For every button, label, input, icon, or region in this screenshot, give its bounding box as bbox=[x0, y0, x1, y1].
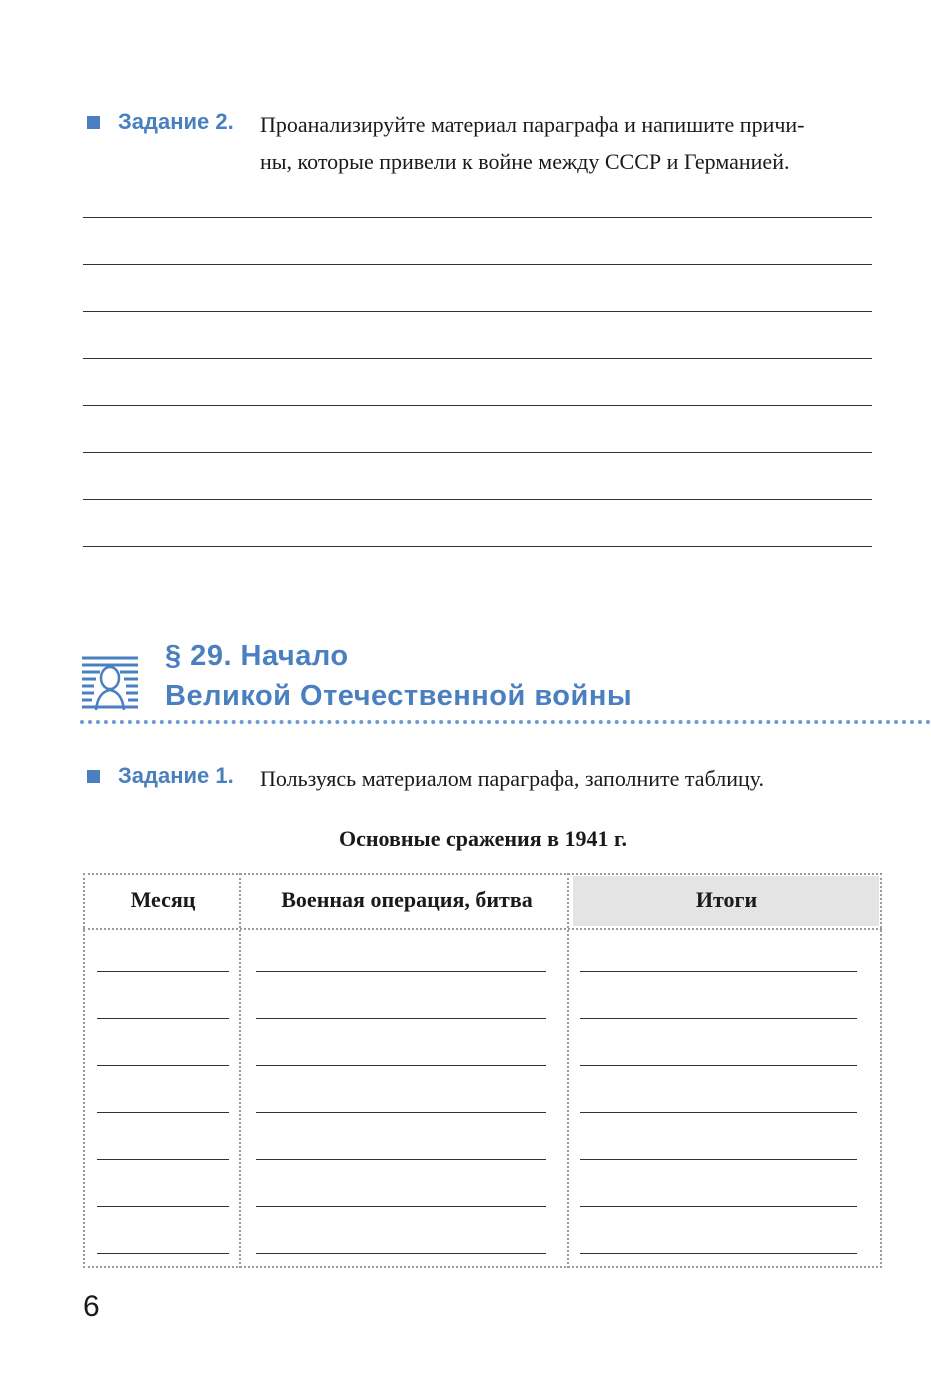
table-caption: Основные сражения в 1941 г. bbox=[338, 826, 628, 851]
answer-line[interactable] bbox=[83, 405, 872, 406]
task-2-label: Задание 2. bbox=[118, 109, 234, 134]
cell-operation[interactable] bbox=[256, 971, 546, 972]
task-1-label: Задание 1. bbox=[118, 763, 234, 788]
page-number: 6 bbox=[83, 1290, 100, 1323]
cell-operation[interactable] bbox=[256, 1253, 546, 1254]
section-divider bbox=[80, 720, 931, 724]
section-title-line-2: Великой Отечественной войны bbox=[165, 680, 633, 712]
task-1-text: Пользуясь материалом параграфа, заполните таблицу. bbox=[260, 766, 765, 791]
answer-line[interactable] bbox=[83, 499, 872, 500]
cell-month[interactable] bbox=[97, 1112, 229, 1113]
cell-results[interactable] bbox=[580, 1159, 857, 1160]
cell-month[interactable] bbox=[97, 971, 229, 972]
cell-results[interactable] bbox=[580, 1206, 857, 1207]
section-title-line-1: § 29. Начало bbox=[165, 640, 349, 672]
cell-operation[interactable] bbox=[256, 1065, 546, 1066]
cell-month[interactable] bbox=[97, 1253, 229, 1254]
answer-line[interactable] bbox=[83, 264, 872, 265]
cell-operation[interactable] bbox=[256, 1206, 546, 1207]
task-marker bbox=[87, 116, 100, 129]
task-marker bbox=[87, 770, 100, 783]
cell-results[interactable] bbox=[580, 1065, 857, 1066]
column-header-results: Итоги bbox=[695, 887, 758, 912]
cell-month[interactable] bbox=[97, 1159, 229, 1160]
cell-results[interactable] bbox=[580, 971, 857, 972]
column-divider bbox=[567, 873, 569, 1268]
cell-operation[interactable] bbox=[256, 1018, 546, 1019]
task-2-text-line-2: ны, которые привели к войне между СССР и Германией. bbox=[260, 149, 790, 174]
table-frame bbox=[83, 873, 882, 1268]
cell-results[interactable] bbox=[580, 1112, 857, 1113]
cell-month[interactable] bbox=[97, 1018, 229, 1019]
column-header-month: Месяц bbox=[130, 887, 196, 912]
cell-month[interactable] bbox=[97, 1065, 229, 1066]
answer-line[interactable] bbox=[83, 358, 872, 359]
cell-results[interactable] bbox=[580, 1253, 857, 1254]
cell-operation[interactable] bbox=[256, 1112, 546, 1113]
cell-operation[interactable] bbox=[256, 1159, 546, 1160]
column-divider bbox=[239, 873, 241, 1268]
header-divider bbox=[83, 928, 882, 930]
answer-line[interactable] bbox=[83, 546, 872, 547]
battles-table bbox=[83, 873, 882, 1268]
answer-line[interactable] bbox=[83, 217, 872, 218]
column-header-operation: Военная операция, битва bbox=[281, 887, 533, 912]
answer-line[interactable] bbox=[83, 452, 872, 453]
cell-month[interactable] bbox=[97, 1206, 229, 1207]
section-emblem-icon bbox=[80, 652, 140, 714]
task-2-text-line-1: Проанализируйте материал параграфа и напишите причи- bbox=[260, 112, 805, 137]
answer-line[interactable] bbox=[83, 311, 872, 312]
cell-results[interactable] bbox=[580, 1018, 857, 1019]
